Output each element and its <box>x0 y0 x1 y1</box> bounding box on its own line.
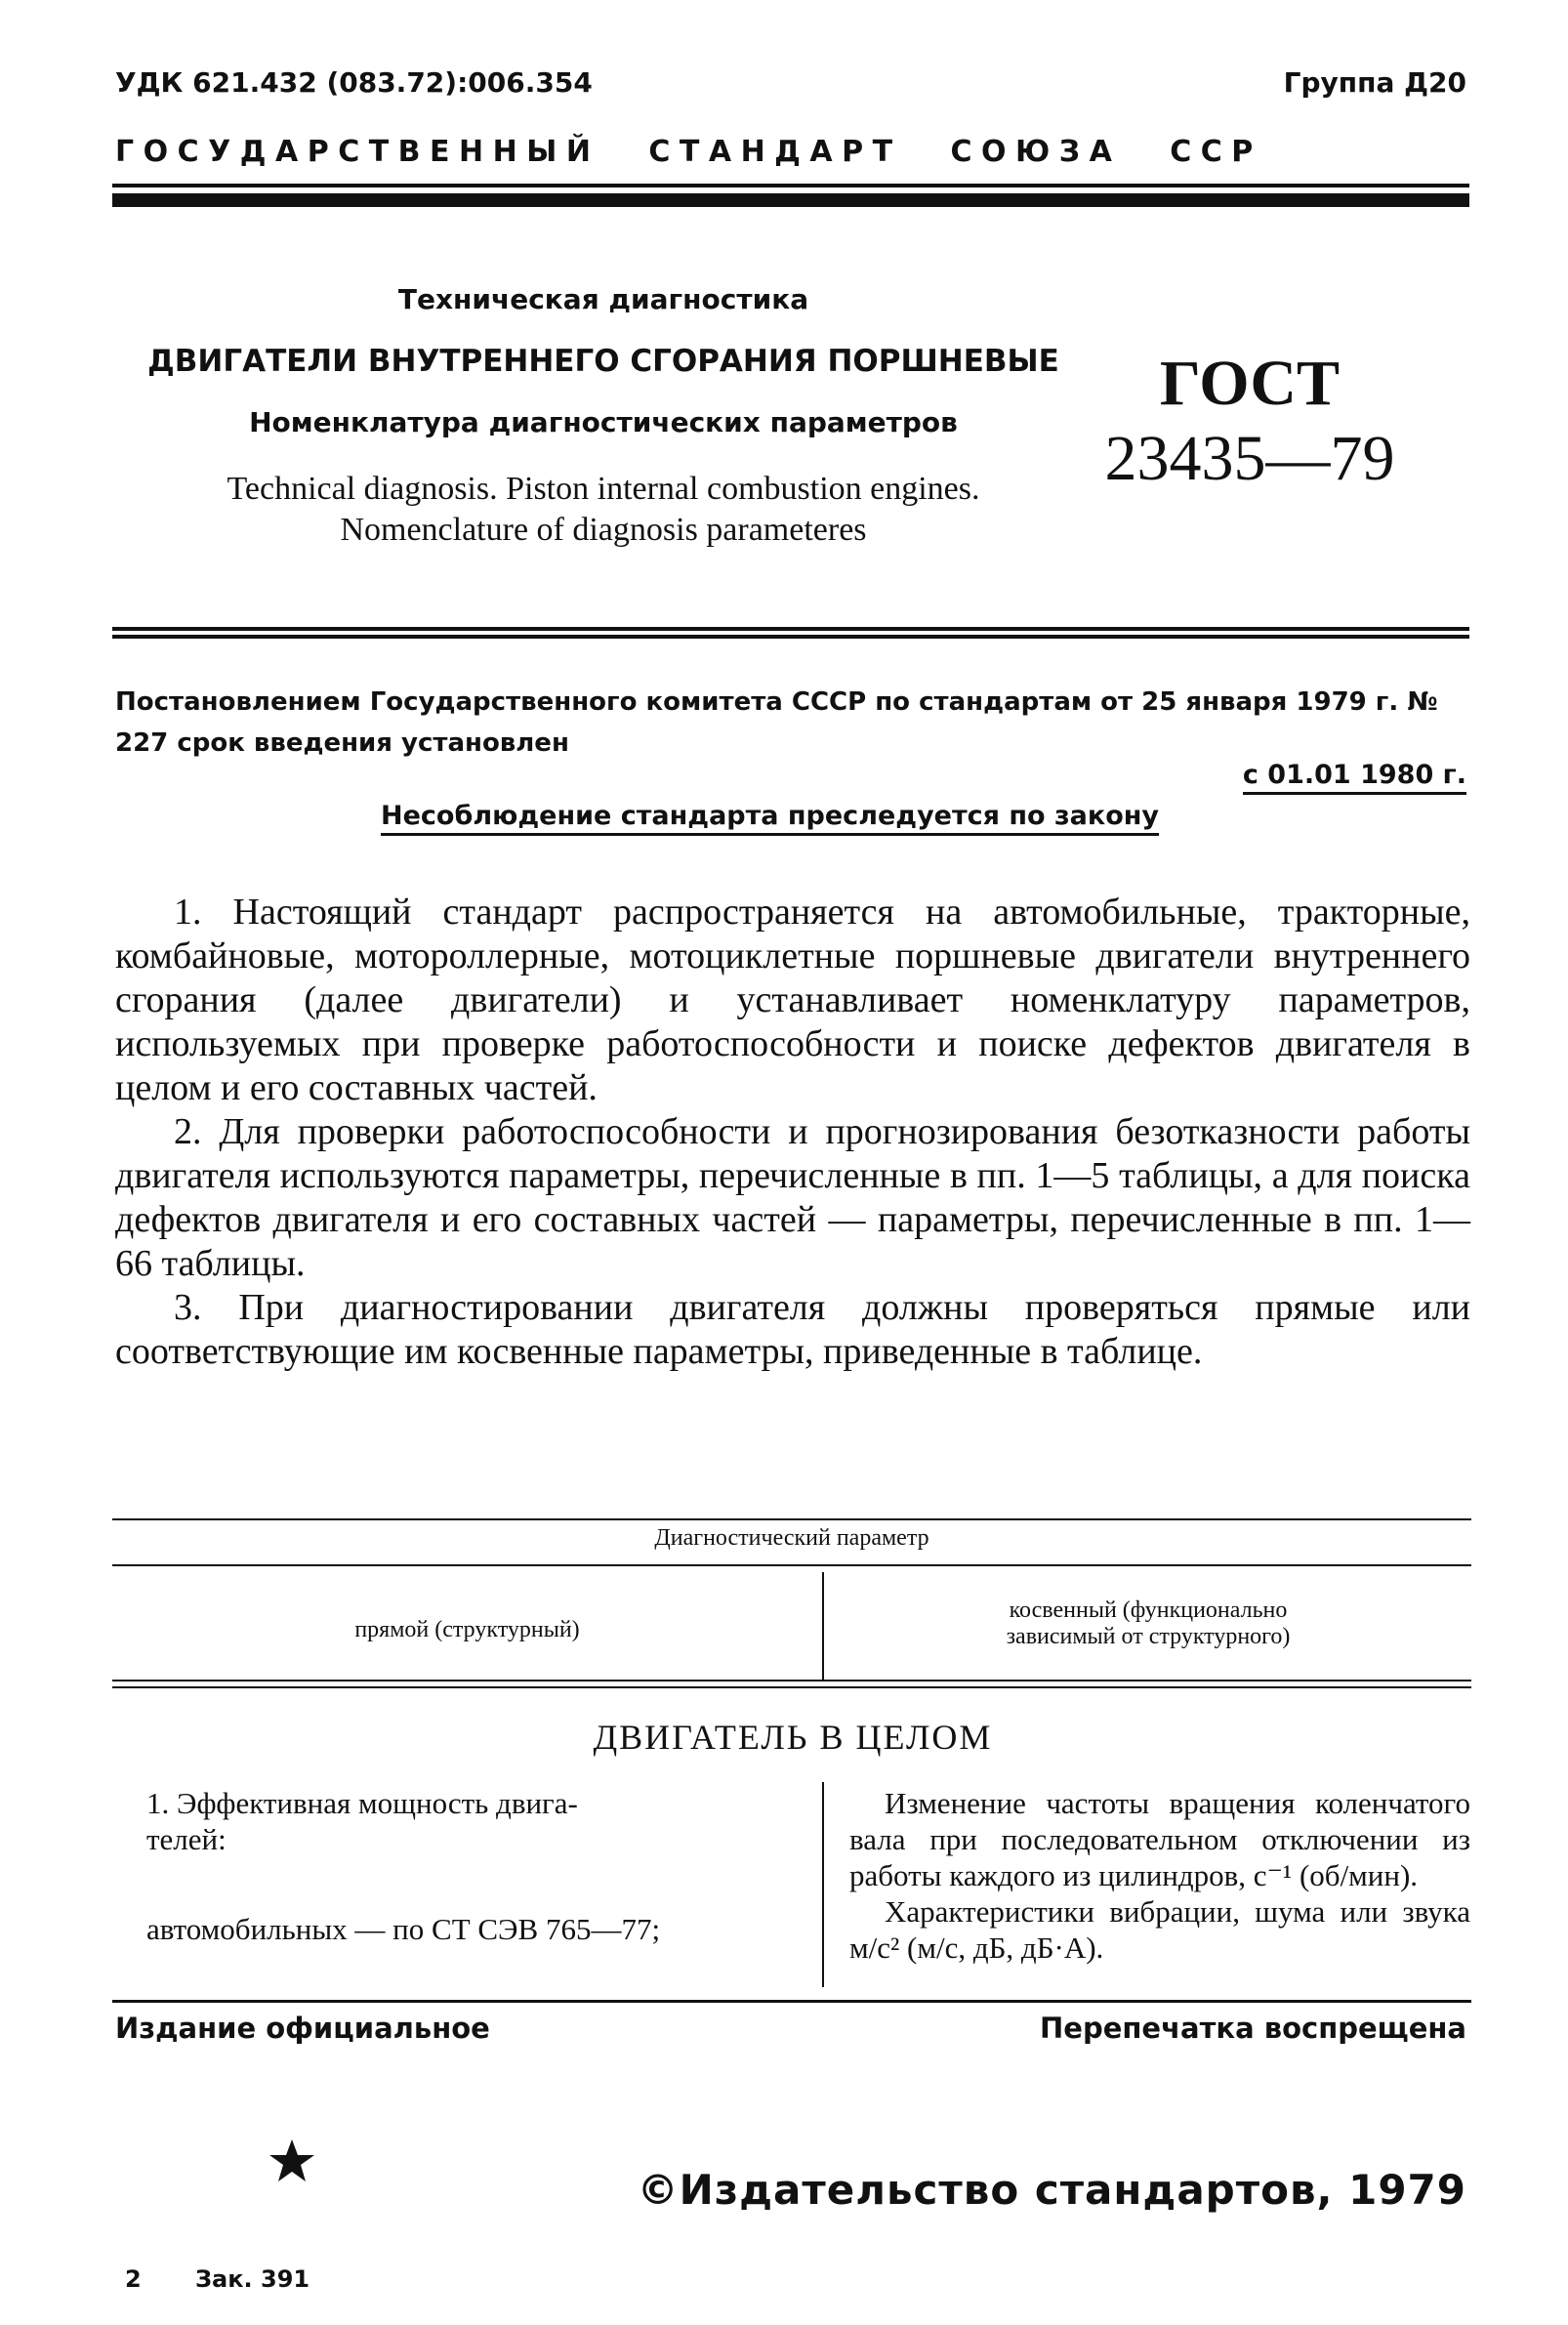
official-edition: Издание официальное <box>115 2012 490 2045</box>
order-number: Зак. 391 <box>195 2265 310 2293</box>
table-header-divider <box>822 1572 824 1680</box>
main-title: ДВИГАТЕЛИ ВНУТРЕННЕГО СГОРАНИЯ ПОРШНЕВЫЕ <box>147 344 1059 379</box>
star-icon <box>268 2137 316 2185</box>
table-rule-mid-2 <box>112 1686 1471 1688</box>
english-title-line-2: Nomenclature of diagnosis parameteres <box>340 512 867 548</box>
table-header-indirect-line-2: зависимый от структурного) <box>1006 1624 1291 1649</box>
direct-param-line-3: автомобильных — по СТ СЭВ 765—77; <box>146 1912 661 1946</box>
table-cell-direct <box>146 1785 791 1947</box>
state-standard-heading: ГОСУДАРСТВЕННЫЙ СТАНДАРТ СОЮЗА ССР <box>115 135 1262 169</box>
header-rule-bold <box>112 193 1469 207</box>
title-rule-bottom <box>112 635 1469 639</box>
body-text <box>115 891 1470 1374</box>
direct-param-line-1: 1. Эффективная мощность двига- <box>146 1786 578 1820</box>
page-number: 2 <box>125 2265 142 2293</box>
copyright: ©Издательство стандартов, 1979 <box>637 2166 1466 2214</box>
table-rule-bottom <box>112 2000 1471 2003</box>
paragraph-3: 3. При диагностировании двигателя должны проверяться прямые или соответствующие им косвенные параметры, приведенные в таблице. <box>115 1287 1470 1372</box>
table-rule-top <box>112 1518 1471 1520</box>
decree-text: Постановлением Государственного комитета СССР по стандартам от 25 января 1979 г. № 227 срок введения установлен <box>115 687 1438 758</box>
gost-number: 23435—79 <box>1104 423 1395 494</box>
header-rule-top <box>112 184 1469 187</box>
paragraph-1: 1. Настоящий стандарт распространяется на автомобильные, тракторные, комбайновые, мотороллерные, мотоциклетные поршневые двигатели внутреннего сгорания (далее двигатели) и устанавливает номенклатуру параметров, используемых при проверке работоспособности и поиске дефектов двигателя в целом и его составных частей. <box>115 892 1470 1108</box>
title-rule-top <box>112 627 1469 631</box>
udk-code: УДК 621.432 (083.72):006.354 <box>115 66 593 99</box>
table-rule-header <box>112 1564 1471 1566</box>
table-rule-mid-1 <box>112 1680 1471 1681</box>
group-code: Группа Д20 <box>1283 66 1466 99</box>
direct-param-line-2: телей: <box>146 1822 227 1856</box>
english-title-line-1: Technical diagnosis. Piston internal combustion engines. <box>227 471 980 507</box>
indirect-param-2: Характеристики вибрации, шума или звука м/с² (м/с, дБ, дБ·А). <box>849 1894 1470 1965</box>
legal-warning: Несоблюдение стандарта преследуется по закону <box>381 801 1159 836</box>
english-title <box>115 469 1092 551</box>
table-header-main: Диагностический параметр <box>654 1525 929 1551</box>
table-header-indirect <box>826 1598 1470 1650</box>
table-body-divider <box>822 1782 824 1987</box>
effective-date: с 01.01 1980 г. <box>1243 760 1466 795</box>
topic-title: Техническая диагностика <box>397 283 809 315</box>
sub-title: Номенклатура диагностических параметров <box>249 406 958 438</box>
table-header-direct: прямой (структурный) <box>354 1617 580 1642</box>
section-title: ДВИГАТЕЛЬ В ЦЕЛОМ <box>593 1718 993 1757</box>
table-header-indirect-line-1: косвенный (функционально <box>1009 1598 1288 1623</box>
paragraph-2: 2. Для проверки работоспособности и прогнозирования безотказности работы двигателя используются параметры, перечисленные в пп. 1—5 таблицы, а для поиска дефектов двигателя и его составных частей — параметры, перечисленные в пп. 1—66 таблицы. <box>115 1111 1470 1284</box>
table-cell-indirect <box>849 1785 1470 1966</box>
reprint-notice: Перепечатка воспрещена <box>1040 2012 1466 2045</box>
gost-label: ГОСТ <box>1159 348 1341 419</box>
indirect-param-1: Изменение частоты вращения коленчатого вала при последовательном отключении из работы каждого из цилиндров, с⁻¹ (об/мин). <box>849 1786 1470 1892</box>
